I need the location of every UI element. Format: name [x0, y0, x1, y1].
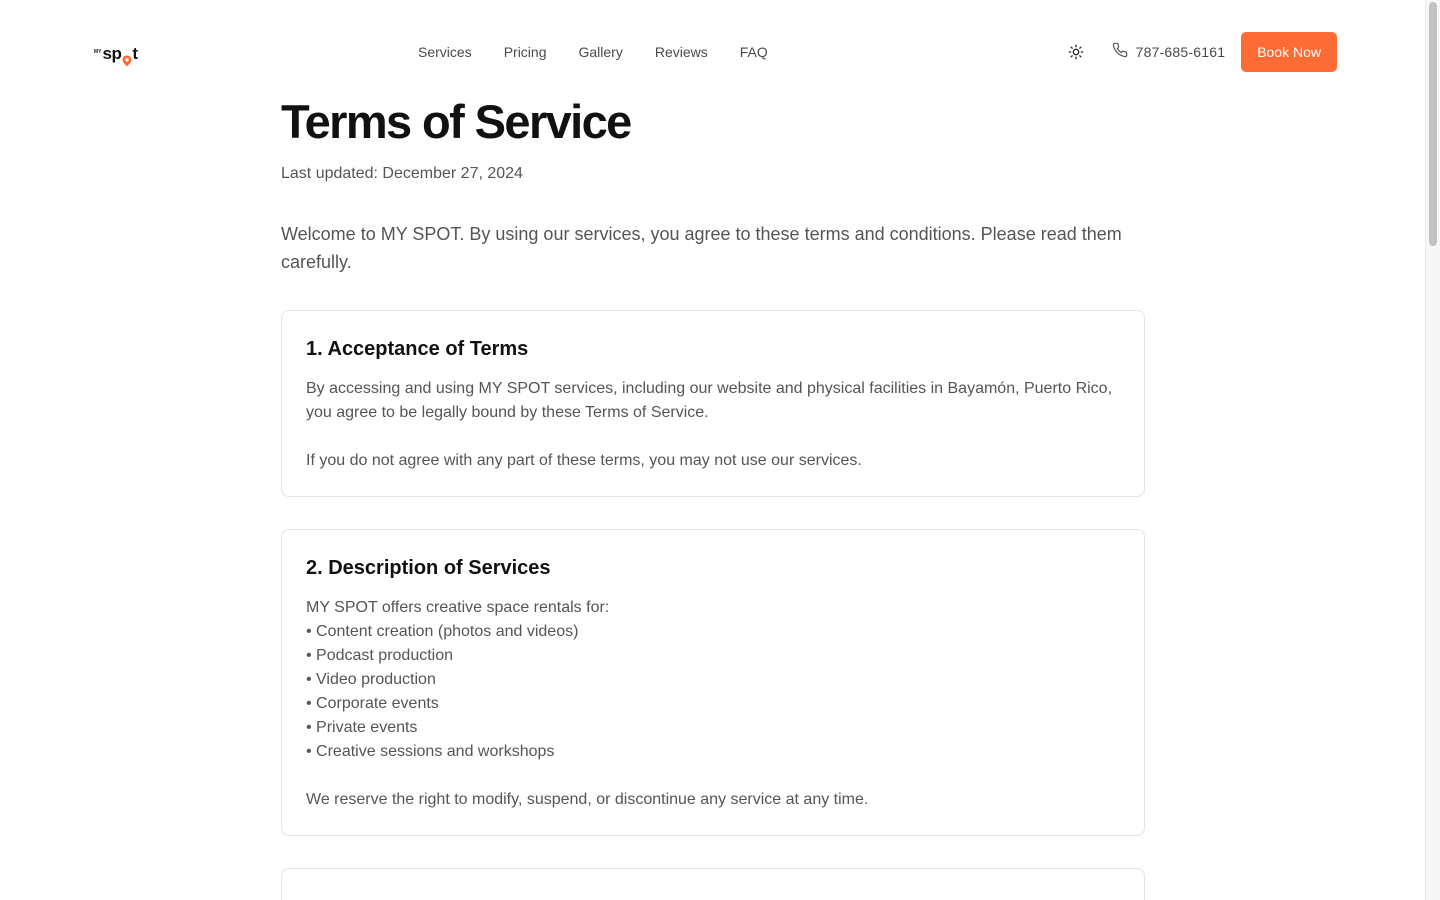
logo[interactable]: [94, 42, 138, 62]
intro-text: Welcome to MY SPOT. By using our services, you agree to these terms and conditions. Please read them carefully.: [281, 224, 1122, 272]
vertical-scrollbar[interactable]: [1425, 0, 1440, 900]
logo-wordmark-prefix: sp: [102, 44, 122, 63]
section-paragraph: If you do not agree with any part of these terms, you may not use our services.: [306, 452, 862, 469]
section-heading: 1. Acceptance of Terms: [306, 338, 529, 360]
section-acceptance-of-terms: [281, 310, 1145, 497]
logo-wordmark-suffix: t: [132, 44, 138, 63]
phone-number: 787-685-6161: [1135, 44, 1226, 60]
last-updated: Last updated: December 27, 2024: [281, 165, 523, 182]
sun-icon[interactable]: [1066, 42, 1086, 62]
terms-content: [281, 96, 1145, 900]
location-pin-icon: [122, 53, 132, 65]
list-item: • Podcast production: [306, 647, 454, 664]
main-nav: [418, 42, 768, 62]
nav-link-services[interactable]: Services: [418, 44, 472, 60]
list-item: • Private events: [306, 719, 418, 736]
book-now-button[interactable]: Book Now: [1241, 32, 1337, 72]
header-actions: [1066, 32, 1337, 72]
page-title: Terms of Service: [281, 95, 631, 148]
section-next-card: [281, 868, 1145, 900]
nav-link-faq[interactable]: FAQ: [739, 44, 768, 60]
list-item: • Video production: [306, 671, 436, 688]
section-description-of-services: [281, 529, 1145, 836]
list-item: • Corporate events: [306, 695, 439, 712]
nav-link-pricing[interactable]: Pricing: [503, 44, 547, 60]
list-item: • Creative sessions and workshops: [306, 743, 555, 760]
services-list: [306, 620, 1120, 764]
nav-link-reviews[interactable]: Reviews: [654, 44, 708, 60]
list-item: • Content creation (photos and videos): [306, 623, 579, 640]
nav-link-gallery[interactable]: Gallery: [578, 44, 623, 60]
scrollbar-thumb[interactable]: [1429, 2, 1437, 246]
logo-wordmark: [103, 45, 138, 62]
section-lead: MY SPOT offers creative space rentals for:: [306, 599, 610, 616]
section-paragraph: We reserve the right to modify, suspend, or discontinue any service at any time.: [306, 791, 869, 808]
phone-icon: [1112, 42, 1128, 63]
section-paragraph: By accessing and using MY SPOT services, including our website and physical facilities in Bayamón, Puerto Rico, you agree to be legally bound by these Terms of Service.: [306, 380, 1113, 421]
logo-small-text: MY: [94, 49, 102, 55]
site-header: [0, 0, 1425, 104]
phone-link[interactable]: [1112, 42, 1226, 63]
section-heading: 2. Description of Services: [306, 557, 551, 579]
